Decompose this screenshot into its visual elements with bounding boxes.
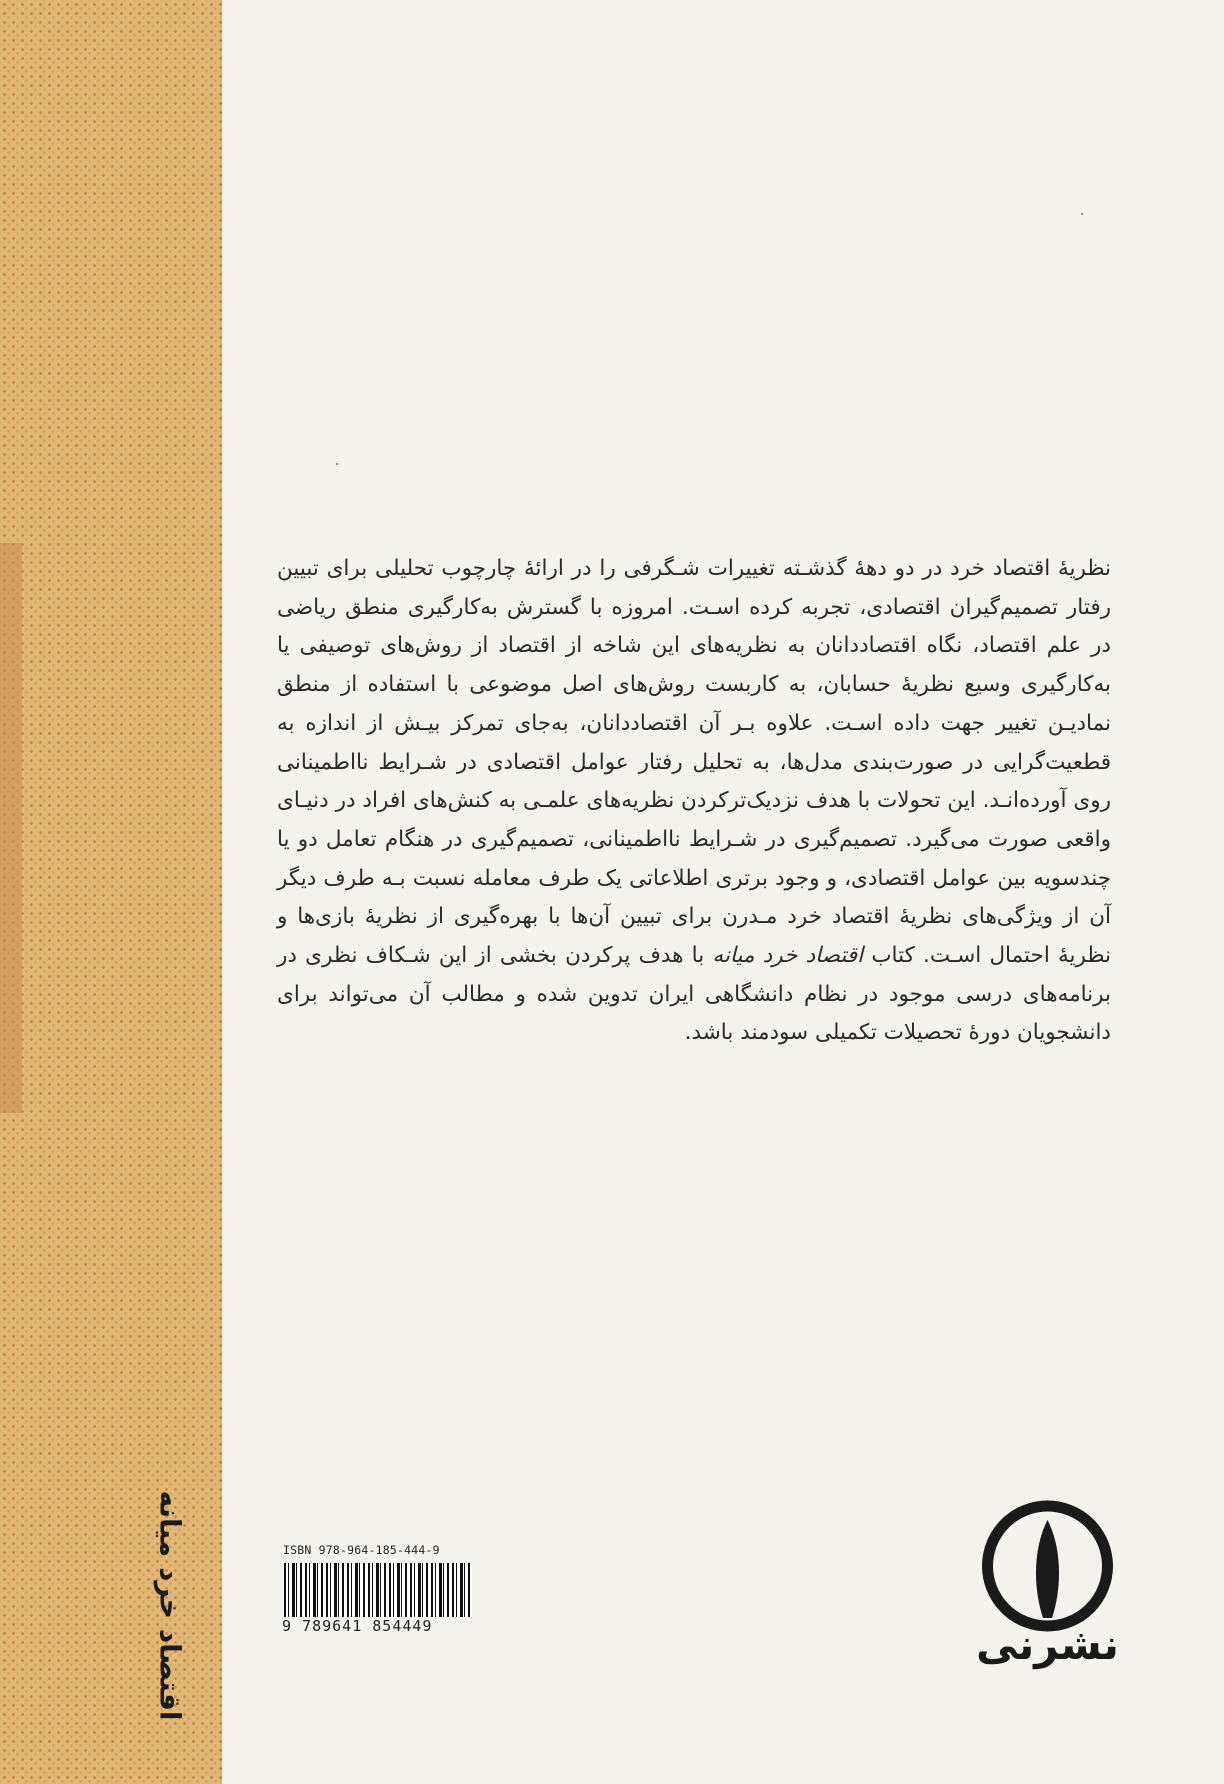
- back-cover-blurb: [277, 550, 1111, 1053]
- spine-title-text: اقتصاد خرد میانه: [153, 1489, 187, 1721]
- publisher-name: نشرنی: [976, 1620, 1119, 1669]
- spine-pattern: [0, 0, 222, 1784]
- blurb-text-part2: با هدف پرکردن بخشی از این شـکاف نظری در برنامه‌های درسی موجود در نظام دانشگاهی ایران تدوین شده و مطالب آن می‌تواند برای دانشجویان دورهٔ تحصیلات تکمیلی سودمند باشد.: [277, 943, 1111, 1046]
- spine-title: [153, 1489, 187, 1721]
- blurb-book-title: اقتصاد خرد میانه: [712, 943, 864, 969]
- speck: [1081, 213, 1083, 215]
- blurb-text-part1: نظریهٔ اقتصاد خرد در دو دههٔ گذشـته تغییرات شـگرفی را در ارائهٔ چارچوب تحلیلی برای تبیین رفتار تصمیم‌گیران اقتصادی، تجربه کرده اسـت. امروزه با گسترش به‌کارگیری منطق ریاضی در علم اقتصاد، نگاه اقتصاددانان به نظریه‌های این شاخه از اقتصاد از روش‌های توصیفی یا به‌کارگیری وسیع نظریهٔ حسابان، به کاربست روش‌های اصل موضوعی با استفاده از منطق نمادیـن تغییر جهت داده اسـت. علاوه بـر آن اقتصاددانان، به‌جای تمرکز بیـش از اندازه به قطعیت‌گرایی در صورت‌بندی مدل‌ها، به تحلیل رفتار عوامل اقتصادی در شـرایط نااطمینانی روی آورده‌انـد. این تحولات با هدف نزدیک‌ترکردن نظریه‌های علمـی به کنش‌های افراد در دنیـای واقعی صورت می‌گیرد. تصمیم‌گیری در شـرایط نااطمینانی، تصمیم‌گیری در هنگام تعامل دو یا چندسویه بین عوامل اقتصادی، و وجود برتری اطلاعاتی یک طرف معامله نسبت بـه طرف دیگر آن از ویژگی‌های نظریهٔ اقتصاد خرد مـدرن برای تبیین آن‌ها با بهره‌گیری از نظریهٔ بازی‌ها و نظریهٔ احتمال اسـت. کتاب: [277, 556, 1111, 969]
- barcode: [284, 1563, 472, 1619]
- isbn-label: ISBN 978-964-185-444-9: [283, 1543, 440, 1557]
- spine-edge-tab: [0, 543, 22, 1113]
- barcode-digits: 9 789641 854449: [282, 1617, 480, 1635]
- isbn-barcode-block: [280, 1543, 478, 1633]
- speck: [336, 463, 338, 465]
